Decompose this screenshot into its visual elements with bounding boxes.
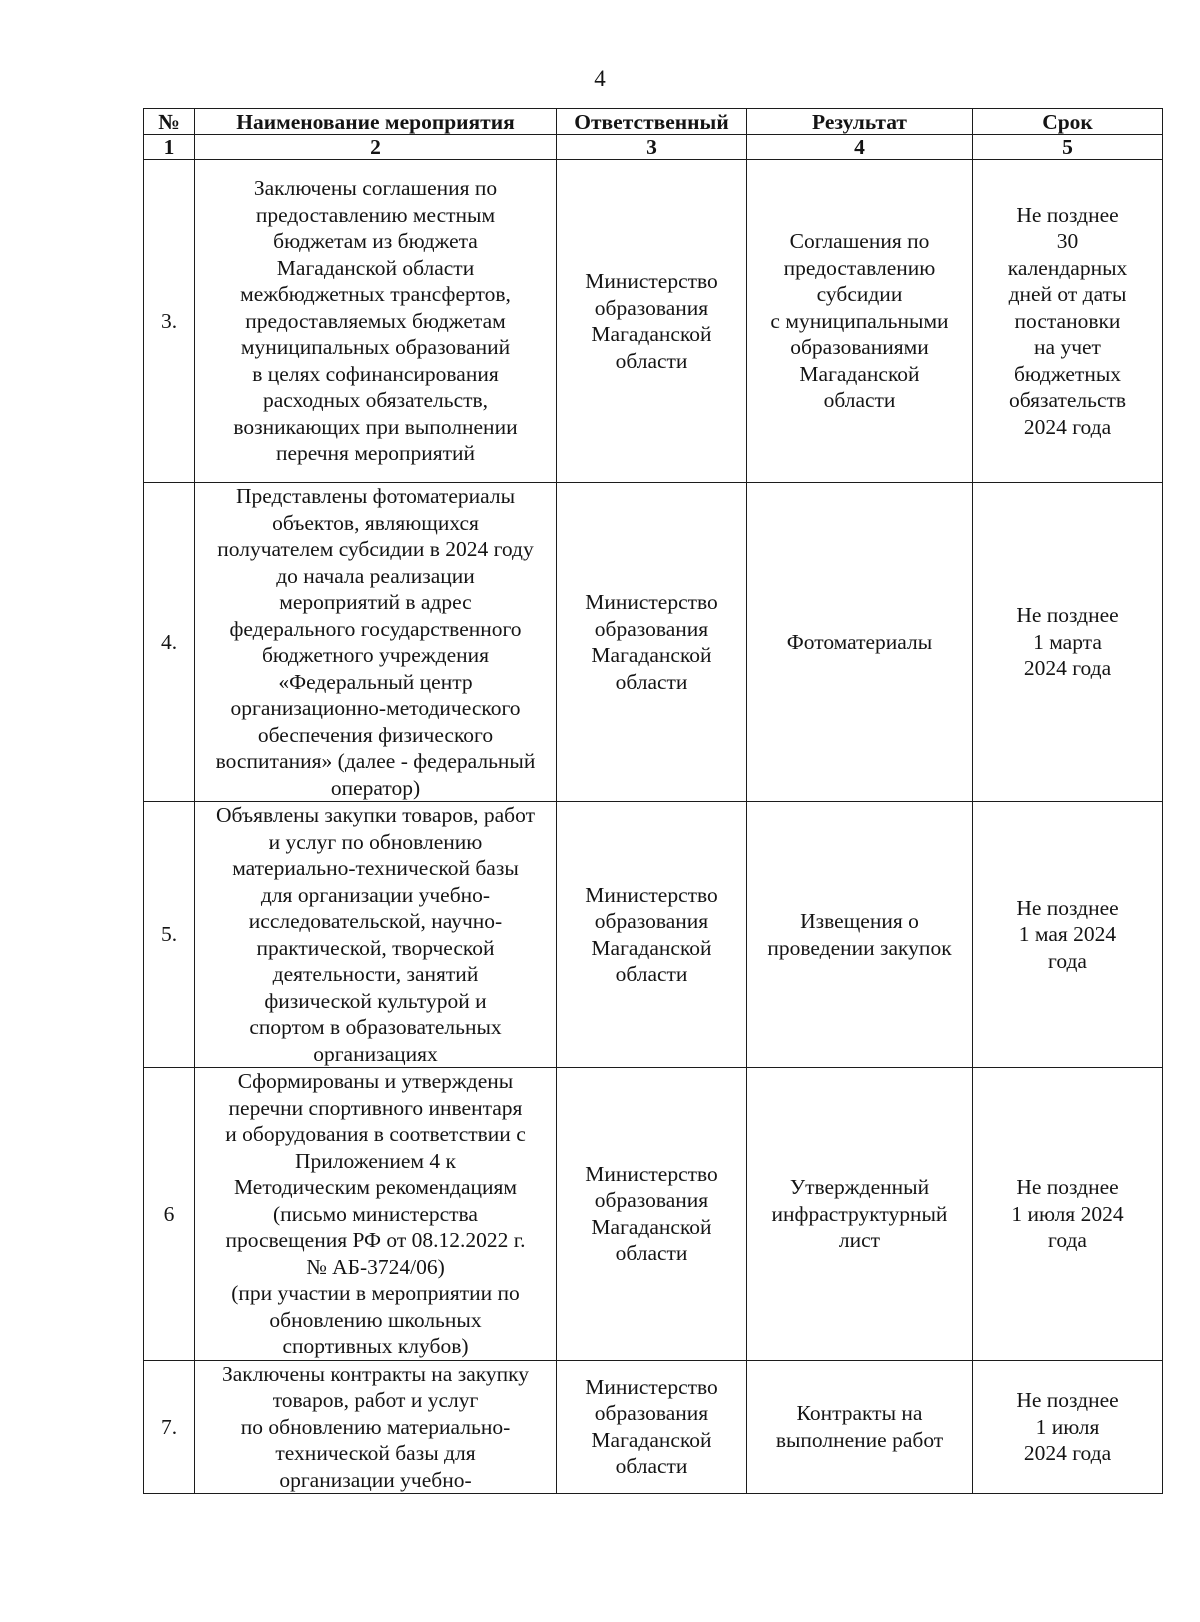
table-row: [144, 1360, 1163, 1494]
result: Контракты на выполнение работ: [747, 1360, 973, 1494]
header-responsible: Ответственный: [557, 109, 747, 135]
page-number: 4: [594, 66, 606, 91]
responsible: Министерство образования Магаданской области: [557, 160, 747, 483]
events-table: [143, 108, 1163, 1494]
column-number: 2: [195, 135, 557, 160]
row-number: 3.: [144, 160, 195, 483]
header-event-name: Наименование мероприятия: [195, 109, 557, 135]
header-deadline: Срок: [973, 109, 1163, 135]
table-row: [144, 483, 1163, 802]
result: Утвержденный инфраструктурный лист: [747, 1068, 973, 1361]
table-row: [144, 1068, 1163, 1361]
column-number: 3: [557, 135, 747, 160]
column-number-row: [144, 135, 1163, 160]
responsible: Министерство образования Магаданской области: [557, 1360, 747, 1494]
column-number: 5: [973, 135, 1163, 160]
row-number: 6: [144, 1068, 195, 1361]
responsible: Министерство образования Магаданской области: [557, 802, 747, 1068]
row-number: 5.: [144, 802, 195, 1068]
event-name: Представлены фотоматериалы объектов, являющихся получателем субсидии в 2024 году до начала реализации мероприятий в адрес федерального государственного бюджетного учреждения «Федеральный центр организационно-методического обеспечения физического воспитания» (далее - федеральный оператор): [195, 483, 557, 802]
deadline: Не позднее 1 июля 2024 года: [973, 1068, 1163, 1361]
table-row: [144, 802, 1163, 1068]
event-name: Заключены соглашения по предоставлению местным бюджетам из бюджета Магаданской области межбюджетных трансфертов, предоставляемых бюджетам муниципальных образований в целях софинансирования расходных обязательств, возникающих при выполнении перечня мероприятий: [195, 160, 557, 483]
header-row: [144, 109, 1163, 135]
responsible: Министерство образования Магаданской области: [557, 1068, 747, 1361]
deadline: Не позднее 1 марта 2024 года: [973, 483, 1163, 802]
row-number: 4.: [144, 483, 195, 802]
row-number: 7.: [144, 1360, 195, 1494]
event-name: Объявлены закупки товаров, работ и услуг по обновлению материально-технической базы для организации учебно- исследовательской, научно- практической, творческой деятельности, занятий физической культурой и спортом в образовательных организациях: [195, 802, 557, 1068]
event-name: Сформированы и утверждены перечни спортивного инвентаря и оборудования в соответствии с Приложением 4 к Методическим рекомендациям (письмо министерства просвещения РФ от 08.12.2022 г. № АБ-3724/06) (при участии в мероприятии по обновлению школьных спортивных клубов): [195, 1068, 557, 1361]
result: Соглашения по предоставлению субсидии с муниципальными образованиями Магаданской области: [747, 160, 973, 483]
result: Фотоматериалы: [747, 483, 973, 802]
column-number: 4: [747, 135, 973, 160]
header-number: №: [144, 109, 195, 135]
deadline: Не позднее 1 мая 2024 года: [973, 802, 1163, 1068]
table-row: [144, 160, 1163, 483]
column-number: 1: [144, 135, 195, 160]
header-result: Результат: [747, 109, 973, 135]
responsible: Министерство образования Магаданской области: [557, 483, 747, 802]
result: Извещения о проведении закупок: [747, 802, 973, 1068]
deadline: Не позднее 1 июля 2024 года: [973, 1360, 1163, 1494]
event-name: Заключены контракты на закупку товаров, работ и услуг по обновлению материально- технической базы для организации учебно-: [195, 1360, 557, 1494]
deadline: Не позднее 30 календарных дней от даты постановки на учет бюджетных обязательств 2024 года: [973, 160, 1163, 483]
